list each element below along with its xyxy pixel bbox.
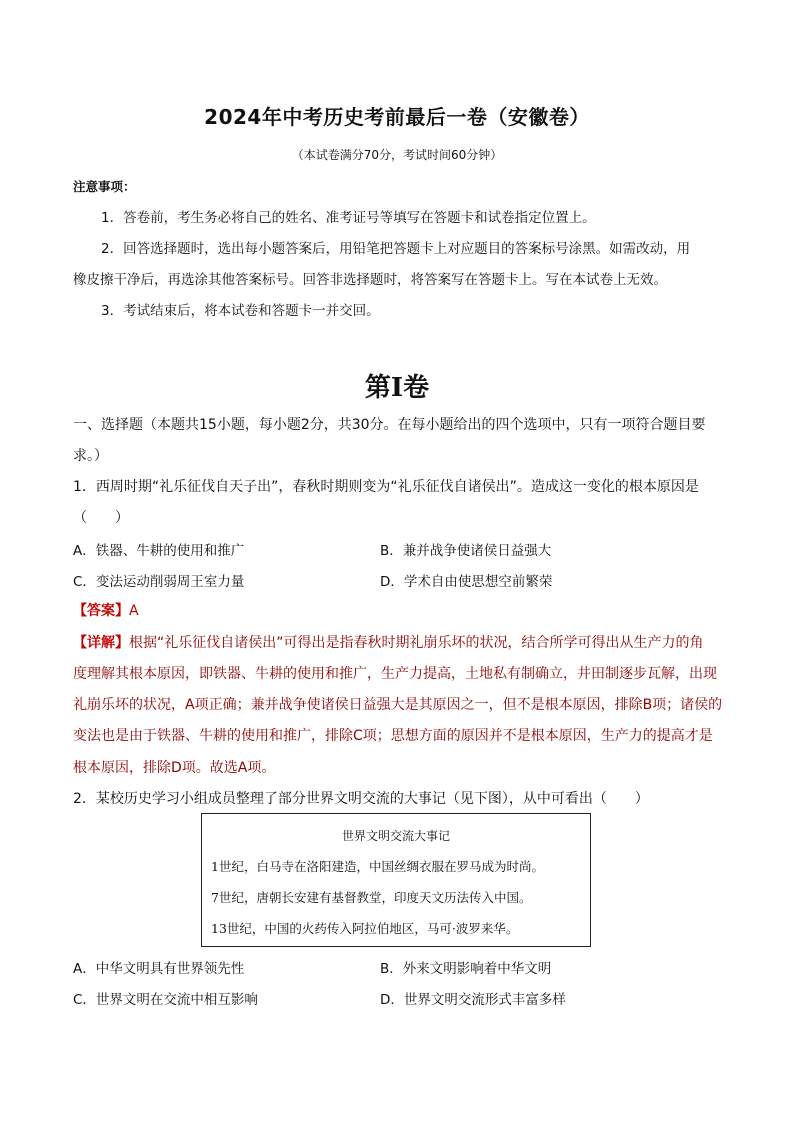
q1-detail-line-4: 变法也是由于铁器、牛耕的使用和推广，排除C项；思想方面的原因并不是根本原因，生产力的提高才是 <box>73 728 713 744</box>
detail-text: 根据“礼乐征伐自诸侯出”可得出是指春秋时期礼崩乐坏的状况，结合所学可得出从生产力的角 <box>129 635 704 651</box>
exam-title: 2024年中考历史考前最后一卷（安徽卷） <box>204 105 590 129</box>
chronicle-row-3: 13世纪，中国的火药传入阿拉伯地区，马可·波罗来华。 <box>211 921 519 936</box>
chronicle-title: 世界文明交流大事记 <box>341 829 450 843</box>
q1-detail-line-3: 礼崩乐坏的状况，A项正确；兼并战争使诸侯日益强大是其原因之一，但不是根本原因，排除B项；诸侯的 <box>73 697 723 713</box>
q1-option-b: B．兼并战争使诸侯日益强大 <box>380 543 552 559</box>
detail-tag: 【详解】 <box>73 635 129 651</box>
section-title: 第Ⅰ卷 <box>364 373 430 403</box>
part1-instructions-line-2: 求。） <box>73 448 108 464</box>
q1-option-c: C．变法运动削弱周王室力量 <box>73 574 245 590</box>
q2-option-c: C．世界文明在交流中相互影响 <box>73 992 258 1008</box>
answer-value: A <box>129 603 139 619</box>
chronicle-row-2: 7世纪，唐朝长安建有基督教堂，印度天文历法传入中国。 <box>211 890 532 905</box>
q2-option-d: D．世界文明交流形式丰富多样 <box>380 992 566 1008</box>
notice-item-3: 3．考试结束后，将本试卷和答题卡一并交回。 <box>101 303 380 319</box>
notice-heading: 注意事项： <box>73 179 136 194</box>
q1-stem-line-1: 1．西周时期“礼乐征伐自天子出”，春秋时期则变为“礼乐征伐自诸侯出”。造成这一变化的根本原因是 <box>73 479 699 495</box>
notice-item-2-line-2: 橡皮擦干净后，再选涂其他答案标号。回答非选择题时，将答案写在答题卡上。写在本试卷上无效。 <box>73 272 667 288</box>
q1-detail-line-5: 根本原因，排除D项。故选A项。 <box>73 760 276 776</box>
q1-option-d: D．学术自由使思想空前繁荣 <box>380 574 553 590</box>
q1-stem-line-2: （ ） <box>73 510 129 526</box>
exam-subtitle: （本试卷满分70分，考试时间60分钟） <box>291 148 503 162</box>
q1-detail-line-2: 度理解其根本原因，即铁器、牛耕的使用和推广，生产力提高，土地私有制确立，井田制逐步瓦解，出现 <box>73 666 717 682</box>
q1-answer <box>73 600 139 620</box>
notice-item-2-line-1: 2．回答选择题时，选出每小题答案后，用铅笔把答题卡上对应题目的答案标号涂黑。如需改动，用 <box>101 241 691 257</box>
notice-item-1: 1．答卷前，考生务必将自己的姓名、准考证号等填写在答题卡和试卷指定位置上。 <box>101 210 596 226</box>
answer-tag: 【答案】 <box>73 603 129 619</box>
q1-detail-line-1 <box>73 632 704 652</box>
q1-option-a: A．铁器、牛耕的使用和推广 <box>73 543 245 559</box>
chronicle-table <box>201 813 591 947</box>
chronicle-row-1: 1世纪，白马寺在洛阳建造，中国丝绸衣服在罗马成为时尚。 <box>211 859 544 874</box>
q2-stem: 2．某校历史学习小组成员整理了部分世界文明交流的大事记（见下图），从中可看出（ ） <box>73 791 649 807</box>
q2-option-b: B．外来文明影响着中华文明 <box>380 961 552 977</box>
q2-option-a: A．中华文明具有世界领先性 <box>73 961 245 977</box>
part1-instructions-line-1: 一、选择题（本题共15小题，每小题2分，共30分。在每小题给出的四个选项中，只有一项符合题目要 <box>73 417 706 433</box>
